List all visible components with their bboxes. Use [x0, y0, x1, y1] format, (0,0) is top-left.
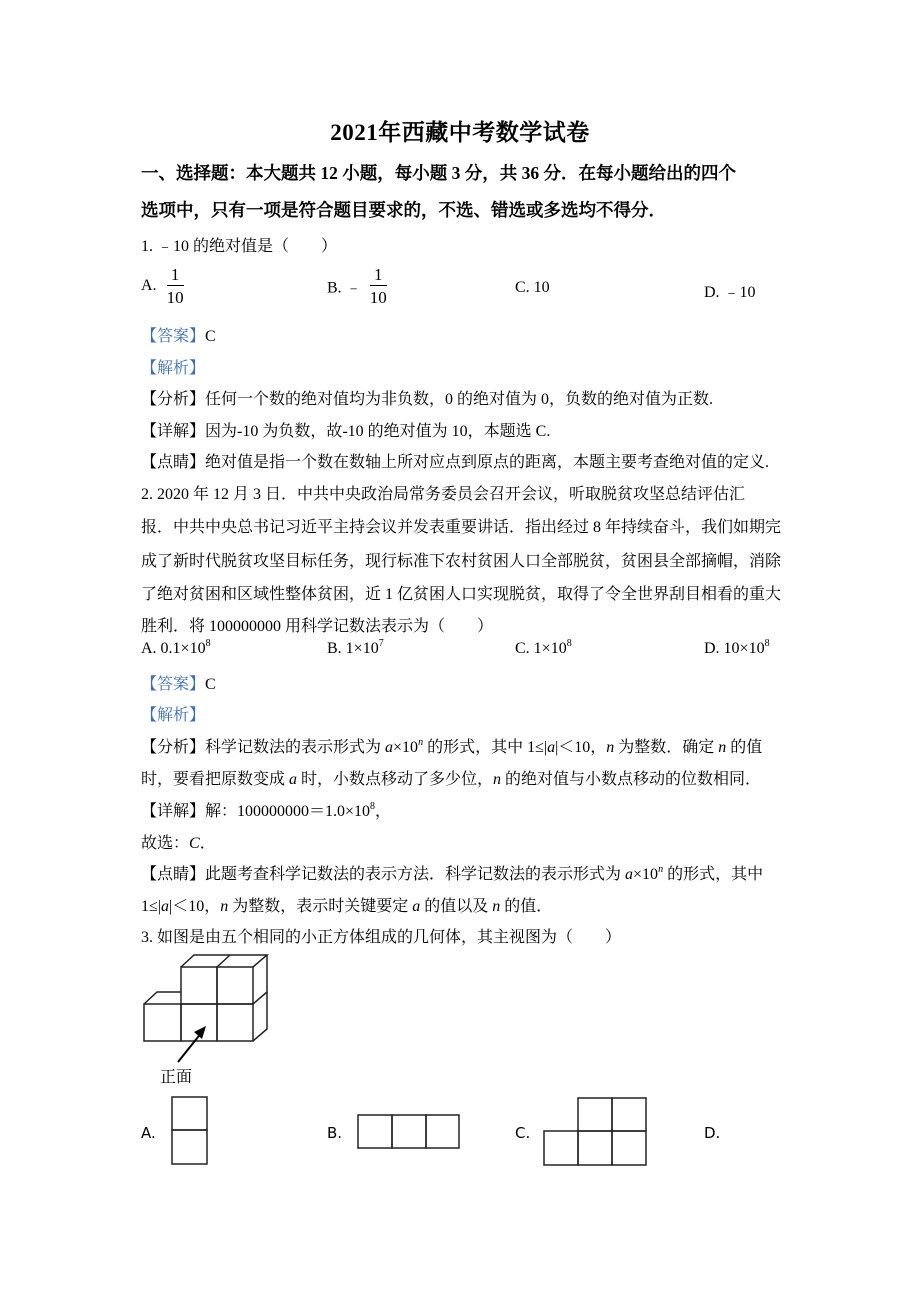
- q1-option-b-fraction: [370, 266, 387, 306]
- option-exponent: 8: [566, 638, 572, 649]
- text: ．: [199, 835, 216, 852]
- text: 为整数，表示时关键要定: [228, 898, 413, 915]
- analysis-tag: 【解析】: [141, 707, 206, 724]
- q2-stem-line: 2. 2020 年 12 月 3 日．中共中央政治局常务委员会召开会议，听取脱贫攻坚总结评估汇: [141, 486, 746, 503]
- option-base: A. 0.1×10: [141, 640, 206, 657]
- fenxi-tag: 【分析】: [141, 391, 206, 408]
- text: |＜10，: [168, 898, 221, 915]
- var: a: [289, 771, 298, 788]
- q1-option-b-label: B. ﹣: [327, 279, 362, 297]
- q1-stem: 1. ﹣10 的绝对值是（ ）: [141, 238, 338, 255]
- option-exponent: 8: [764, 638, 770, 649]
- option-base: D. 10×10: [704, 640, 765, 657]
- text: 为整数．确定: [614, 739, 719, 756]
- dianjing-tag: 【点睛】: [141, 454, 206, 471]
- q2-stem-line: 报．中共中央总书记习近平主持会议并发表重要讲话．指出经过 8 年持续奋斗，我们如期完: [141, 519, 782, 536]
- q2-option-b: [327, 640, 384, 658]
- front-label: 正面: [160, 1067, 193, 1086]
- q1-option-a: [141, 266, 184, 306]
- analysis-tag: 【解析】: [141, 360, 206, 377]
- option-base: C. 1×10: [515, 640, 567, 657]
- var: n: [220, 898, 229, 915]
- text: 的值．: [500, 898, 553, 915]
- xiangjie-tag: 【详解】: [141, 803, 206, 820]
- fraction-numerator: 1: [370, 266, 387, 286]
- text: 科学记数法的表示形式为: [205, 739, 386, 756]
- var: n: [492, 898, 501, 915]
- q2-dianjing-line2: [141, 893, 552, 916]
- q2-guxuan: [141, 830, 216, 853]
- fraction-numerator: 1: [167, 266, 184, 286]
- text: 时，要看把原数变成: [141, 771, 290, 788]
- var: n: [718, 739, 727, 756]
- q2-analysis-tag: [141, 702, 205, 725]
- q3-option-b-figure: [357, 1114, 463, 1152]
- text: 故选：: [141, 835, 190, 852]
- q1-option-b: [327, 266, 387, 306]
- exponent: 8: [370, 801, 376, 812]
- q3-option-c-label: C.: [515, 1124, 531, 1142]
- q1-dianjing: [141, 449, 769, 472]
- fenxi-tag: 【分析】: [141, 739, 206, 756]
- var: a: [412, 898, 421, 915]
- text: 的值: [726, 739, 763, 756]
- q2-fenxi-line1: [141, 734, 762, 757]
- dianjing-tag: 【点睛】: [141, 866, 206, 883]
- q1-option-a-fraction: [167, 266, 184, 306]
- page-title: 2021年西藏中考数学试卷: [330, 120, 590, 145]
- q2-option-a: [141, 640, 211, 658]
- q2-fenxi-line2: [141, 766, 761, 789]
- answer-tag: 【答案】: [141, 676, 206, 693]
- var: n: [493, 771, 502, 788]
- xiangjie-tag: 【详解】: [141, 423, 206, 440]
- q3-option-d-label: D.: [704, 1124, 721, 1142]
- section-heading-line2: 选项中，只有一项是符合题目要求的，不选、错选或多选均不得分．: [141, 200, 666, 220]
- answer-value: C: [205, 676, 216, 693]
- option-exponent: 8: [205, 638, 211, 649]
- q2-stem-line: 成了新时代脱贫攻坚目标任务，现行标准下农村贫困人口全部脱贫，贫困县全部摘帽，消除: [141, 553, 782, 570]
- text: 的形式，其中: [663, 866, 764, 883]
- q2-dianjing-line1: [141, 861, 763, 884]
- text: 1≤|: [141, 898, 161, 915]
- q2-option-d: [704, 640, 770, 658]
- option-exponent: 7: [378, 638, 384, 649]
- q1-fenxi: [141, 386, 713, 409]
- var: C: [189, 835, 200, 852]
- text: ×10: [393, 739, 419, 756]
- q1-xiangjie: [141, 418, 550, 441]
- var: a: [625, 866, 634, 883]
- q3-option-c-figure: [543, 1097, 649, 1169]
- q2-stem-line: 了绝对贫困和区域性整体贫困，近 1 亿贫困人口实现脱贫，取得了令全世界刮目相看的重大: [141, 586, 782, 603]
- text: 时，小数点移动了多少位，: [297, 771, 494, 788]
- text: 的值以及: [420, 898, 493, 915]
- option-base: B. 1×10: [327, 640, 379, 657]
- fenxi-text: 任何一个数的绝对值均为非负数，0 的绝对值为 0，负数的绝对值为正数.: [205, 391, 714, 408]
- q1-option-a-label: A.: [141, 277, 157, 294]
- q3-option-a-figure: [171, 1096, 209, 1168]
- answer-value: C: [205, 328, 216, 345]
- q2-xiangjie: [141, 798, 391, 821]
- q1-option-c: C. 10: [515, 279, 550, 296]
- var: a: [547, 739, 556, 756]
- cube-figure: [140, 952, 275, 1052]
- fraction-denominator: 10: [369, 288, 387, 307]
- text: 的形式，其中 1≤|: [423, 739, 548, 756]
- q3-option-b-label: B.: [327, 1124, 343, 1142]
- var: a: [385, 739, 394, 756]
- q1-analysis-tag: [141, 355, 205, 378]
- text: 的绝对值与小数点移动的位数相同．: [501, 771, 762, 788]
- q3-option-a-label: A.: [141, 1124, 156, 1142]
- xiangjie-text: 因为-10 为负数，故-10 的绝对值为 10，本题选 C.: [205, 423, 551, 440]
- text: ，: [375, 803, 392, 820]
- fraction-denominator: 10: [166, 288, 184, 307]
- text: ×10: [633, 866, 659, 883]
- q2-answer: [141, 671, 216, 694]
- var: a: [160, 898, 169, 915]
- var: n: [418, 737, 424, 748]
- section-heading-line1: 一、选择题：本大题共 12 小题，每小题 3 分，共 36 分．在每小题给出的四个: [141, 163, 736, 183]
- q2-stem-line: 胜利．将 100000000 用科学记数法表示为（ ）: [141, 618, 494, 635]
- text: |＜10，: [555, 739, 607, 756]
- text: 此题考查科学记数法的表示方法．科学记数法的表示形式为: [205, 866, 626, 883]
- var: n: [658, 864, 664, 875]
- q2-option-c: [515, 640, 572, 658]
- q3-stem: 3. 如图是由五个相同的小正方体组成的几何体，其主视图为（ ）: [141, 929, 622, 946]
- dianjing-text: 绝对值是指一个数在数轴上所对应点到原点的距离，本题主要考查绝对值的定义.: [205, 454, 770, 471]
- q1-option-d: D. ﹣10: [704, 284, 756, 301]
- q1-answer: [141, 323, 216, 346]
- var: n: [606, 739, 615, 756]
- text: 解：100000000＝1.0×10: [205, 803, 371, 820]
- answer-tag: 【答案】: [141, 328, 206, 345]
